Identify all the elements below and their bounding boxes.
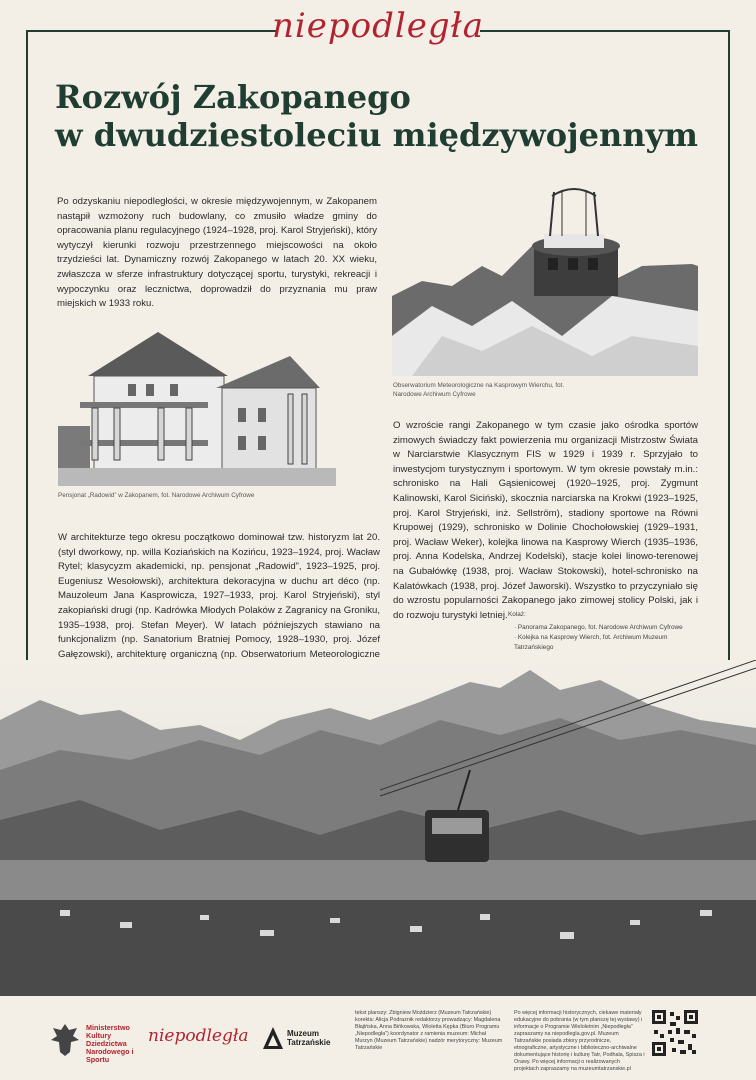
brand-logo-text: niepodległa [272,6,484,46]
radowid-illustration [58,318,336,486]
qr-code-icon[interactable] [652,1010,698,1056]
page-title [55,78,715,154]
footer [0,996,756,1080]
credits-list [508,623,708,653]
radowid-caption: Pensjonat „Radowid” w Zakopanem, fot. Narodowe Archiwum Cyfrowe [58,492,255,499]
title-line-1: Rozwój Zakopanego [55,78,411,116]
panorama-collage [0,660,756,1000]
credit-item: · Kolejka na Kasprowy Wierch, fot. Archiwum Muzeum Tatrzańskiego [514,633,708,653]
museum-logo-icon [262,1026,284,1050]
text-credits: tekst planszy: Zbigniew Moździerz (Muzeum Tatrzańskie) korekta: Alicja Podraznik redaktorzy prowadzący: Magdalena Błajińska, Anna Bińkowska, Wioletta Kępka (Biuro Programu „Niepodległa”) koordynator z ramienia muzeum: Michał Murzyn (Muzeum Tatrzańskie) nadzór merytoryczny: Muzeum Tatrzańskie [355,1010,503,1051]
radowid-photo [58,318,336,486]
footer-brand-text: niepodległa [148,1026,249,1046]
museum-name: Muzeum Tatrzańskie [287,1029,331,1047]
observatory-illustration [392,186,698,376]
frame-left-line [26,30,28,720]
architecture-paragraph: W architekturze tego okresu początkowo dominował tzw. historyzm lat 20. (styl dworkowy, np. willa Koziańskich na Kozińcu, 1923–1924, proj. Wacław Rytel; klasycyzm akademicki, np. pensjonat „Radowid”, 1923–1925, proj. Eugeniusz Wesołowski), architektura dekoracyjna w duchu art déco (np. Mauzoleum Jana Kasprowicza, 1927–1933, proj. Karol Stryjeński), styl zakopiański drugi (np. Kadrówka Młodych Polaków z Zagranicy na Groniku, 1935–1938, proj. Stefan Meyer). W latach późniejszych stawiano na funkcjonalizm (np. Sanatorium Bratniej Pomocy, 1928–1930, proj. Józef Gałęzowski), architekturę organiczną (np. Obserwatorium Meteorologiczne [58,532,380,660]
credit-item: · Panorama Zakopanego, fot. Narodowe Archiwum Cyfrowe [514,623,708,633]
eagle-emblem-icon [50,1022,80,1058]
observatory-caption: Obserwatorium Meteorologiczne na Kasprowym Wierchu, fot. Narodowe Archiwum Cyfrowe [393,382,565,398]
title-line-2: w dwudziestoleciu międzywojennym [55,116,698,154]
ministry-logo-text: Ministerstwo Kultury Dziedzictwa Narodowego i Sportu [86,1023,134,1064]
observatory-photo [392,186,698,376]
footer-info: Po więcej informacji historycznych, ciekawe materiały edukacyjne do pobrania (w tym planszę tej wystawy) i informacje o Programie Wieloletnim „Niepodległa” zapraszamy na niepodlegla.gov.pl. Muzeum Tatrzańskie posiada zbiory przyrodnicze, etnograficzne, artystyczne i biblioteczno-archiwalne dokumentujące historię i kulturę Tatr, Podhala, Spisza i Orawy. Po więcej informacji o realizowanych projektach zapraszamy na muzeumtatrzanskie.pl [514,1010,645,1072]
sports-paragraph: O wzroście rangi Zakopanego w tym czasie jako ośrodka sportów zimowych świadczy fakt powierzenia mu organizacji Mistrzostw Świata w Narciarstwie Klasycznym FIS w 1929 i 1939 r. Sprzyjało to inwestycjom turystycznym i sportowym. W tym okresie powstały m.in.: schronisko na Hali Gąsienicowej (1920–1925, proj. Zygmunt Kalinowski, Karol Siciński), skocznia narciarska na Krokwi (1923–1925, proj. Karol Stryjeński, inż. Sellström), stadiony sportowe na Równi Krupowej (1929), schronisko w Dolinie Chochołowskiej (1929–1931, proj. Wacław Weker), kolejka linowa na Kasprowy Wierch (1935–1936, proj. Anna Kodelska, Andrzej Kodelski), stacje kolei linowo-terenowej na Gubałówkę (1938, proj. Wacław Stokowski), hotel-schronisko na Kalatówkach (1938, proj. Józef Jaworski). Wszystko to przyczyniało się do wzrostu popularności Zakopanego jako zimowej stolicy Polski, jak i do rozwoju turystyki letniej. [393,420,698,621]
credits-heading: Kolaż: [508,611,526,618]
collage-credits [508,610,708,653]
panorama-illustration [0,660,756,1000]
intro-paragraph: Po odzyskaniu niepodległości, w okresie międzywojennym, w Zakopanem nastąpił wzmożony ruch budowlany, co zmusiło władze gminy do opracowania planu regulacyjnego (1924–1928, proj. Karol Stryjeński), który wytyczył kierunki rozwoju przestrzennego miejscowości na około trzydzieści lat. Dynamiczny rozwój Zakopanego w latach 20. XX wieku, zwłaszcza w sferze infrastruktury dotyczącej sportu, turystyki, rekreacji i wypoczynku oraz lecznictwa, doprowadził do przyznania mu praw miejskich w 1933 roku. [57,196,377,310]
frame-right-line [728,30,730,720]
